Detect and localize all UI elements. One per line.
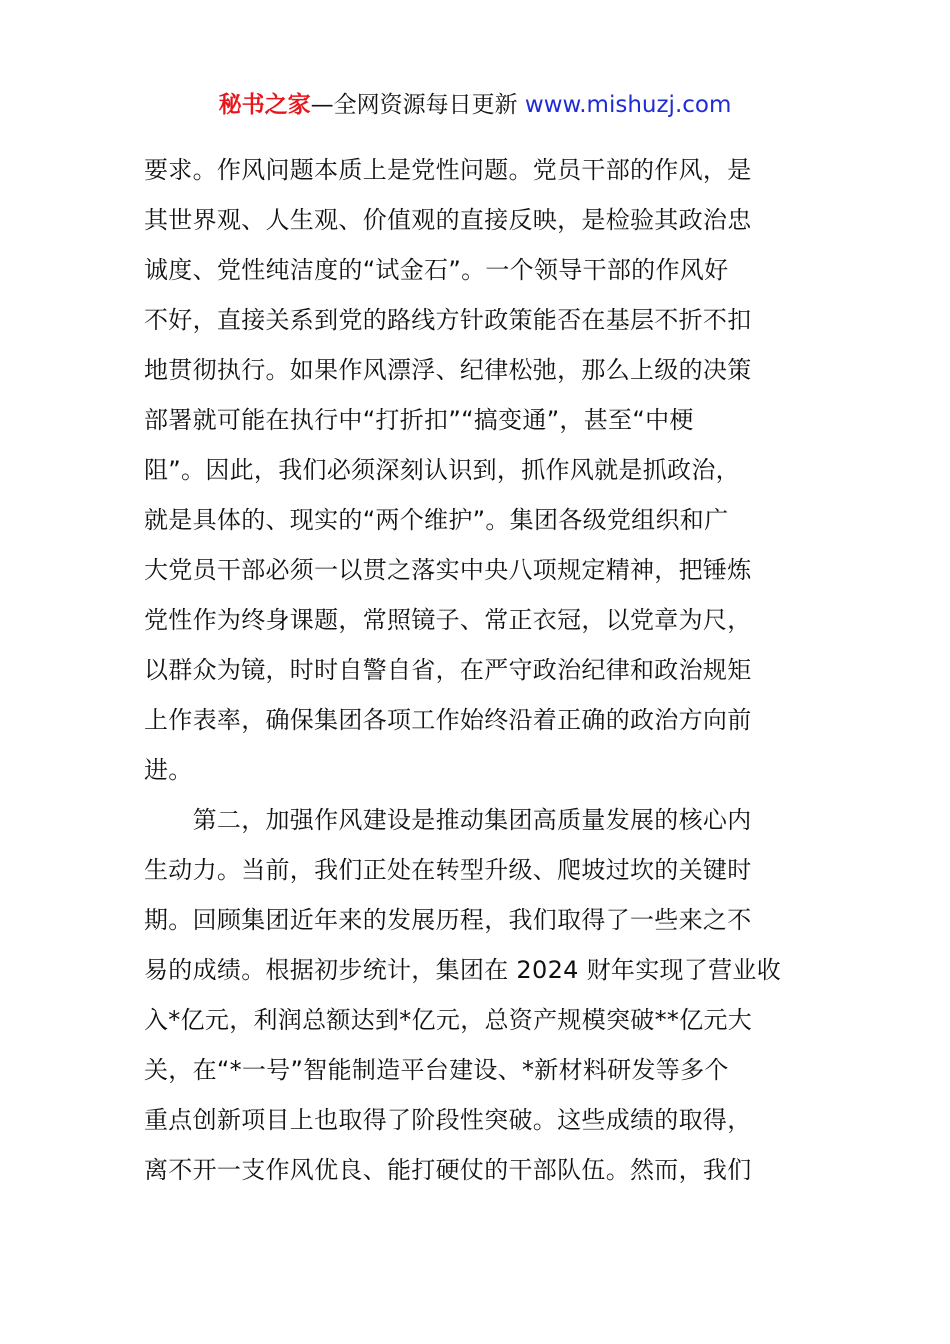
text-line: 大党员干部必须一以贯之落实中央八项规定精神，把锤炼 [144, 556, 752, 584]
text-line: 部署就可能在执行中“打折扣”“搞变通”，甚至“中梗 [144, 406, 694, 434]
text-line: 进。 [144, 756, 193, 784]
text-line: 以群众为镜，时时自警自省，在严守政治纪律和政治规矩 [144, 656, 752, 684]
text-line: 期。回顾集团近年来的发展历程，我们取得了一些来之不 [144, 906, 752, 934]
text-line: 就是具体的、现实的“两个维护”。集团各级党组织和广 [144, 506, 729, 534]
text-line: 其世界观、人生观、价值观的直接反映，是检验其政治忠 [144, 206, 752, 234]
header-tagline: —全网资源每日更新 [310, 92, 525, 118]
text-line: 党性作为终身课题，常照镜子、常正衣冠，以党章为尺， [144, 606, 752, 634]
text-line: 重点创新项目上也取得了阶段性突破。这些成绩的取得， [144, 1106, 752, 1134]
text-line: 离不开一支作风优良、能打硬仗的干部队伍。然而，我们 [144, 1156, 752, 1184]
text-line: 阻”。因此，我们必须深刻认识到，抓作风就是抓政治， [144, 456, 740, 484]
text-line: 上作表率，确保集团各项工作始终沿着正确的政治方向前 [144, 706, 752, 734]
text-line: 要求。作风问题本质上是党性问题。党员干部的作风，是 [144, 156, 752, 184]
brand-name: 秘书之家 [218, 92, 311, 118]
paragraph-start-line: 第二，加强作风建设是推动集团高质量发展的核心内 [144, 806, 752, 834]
text-line: 诚度、党性纯洁度的“试金石”。一个领导干部的作风好 [144, 256, 729, 284]
text-line: 关，在“*一号”智能制造平台建设、*新材料研发等多个 [144, 1056, 729, 1084]
site-header [0, 88, 950, 122]
text-line: 不好，直接关系到党的路线方针政策能否在基层不折不扣 [144, 306, 752, 334]
text-line: 生动力。当前，我们正处在转型升级、爬坡过坎的关键时 [144, 856, 752, 884]
text-line: 入*亿元，利润总额达到*亿元，总资产规模突破**亿元大 [144, 1006, 753, 1034]
text-line: 易的成绩。根据初步统计，集团在 2024 财年实现了营业收 [144, 956, 782, 984]
document-body [144, 145, 808, 1195]
site-url-link[interactable]: www.mishuzj.com [524, 92, 732, 118]
text-line: 地贯彻执行。如果作风漂浮、纪律松弛，那么上级的决策 [144, 356, 752, 384]
